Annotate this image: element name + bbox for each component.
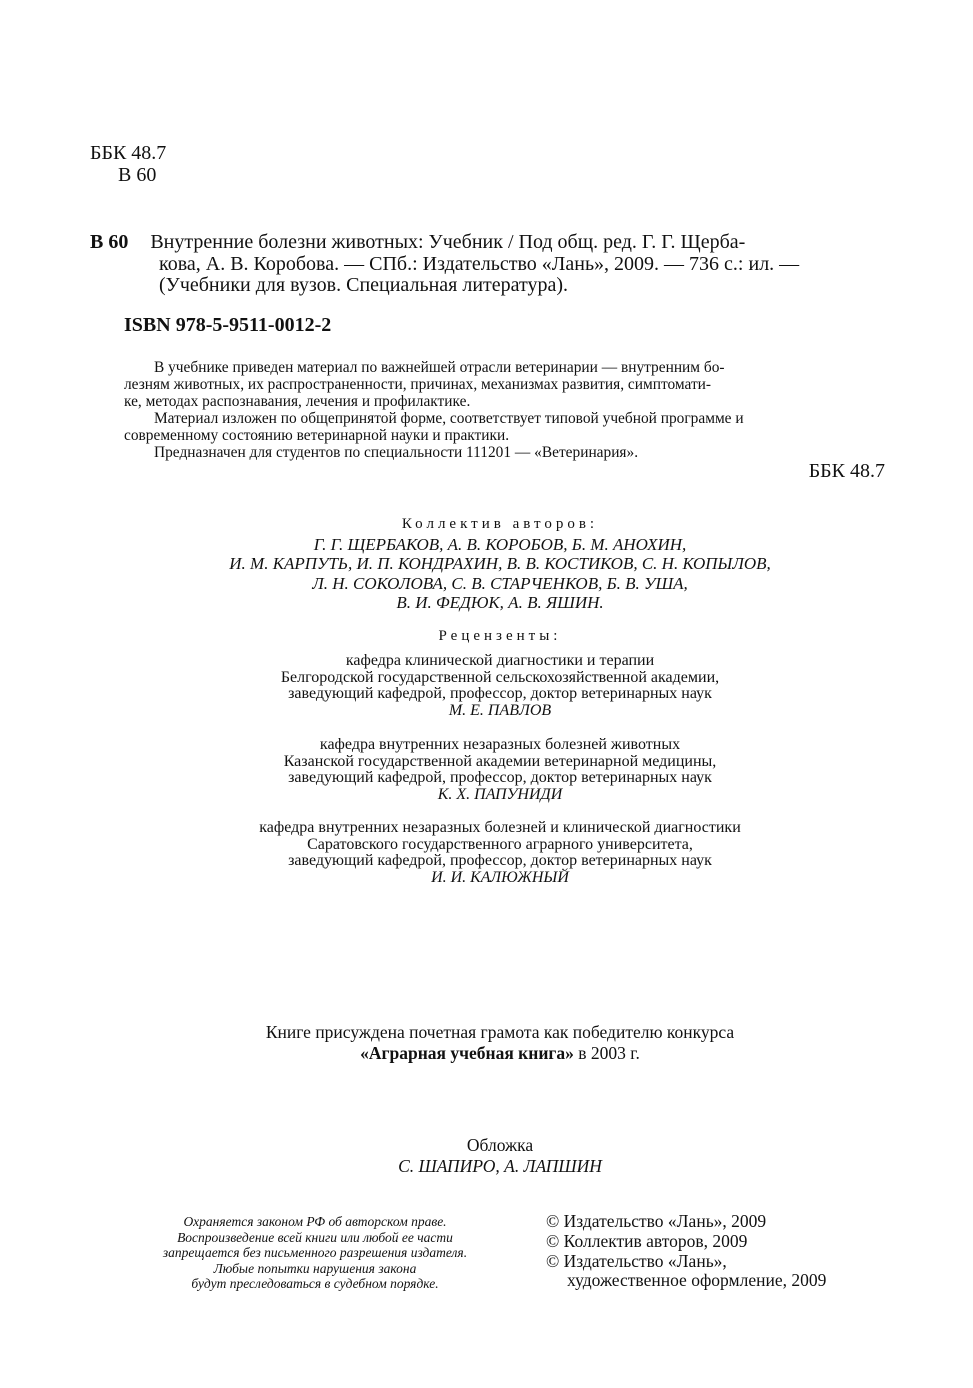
- cover-label: Обложка: [466, 1135, 534, 1155]
- isbn: ISBN 978-5-9511-0012-2: [124, 314, 332, 336]
- bibliographic-record: [90, 232, 890, 297]
- authors-title: Коллектив авторов:: [401, 516, 599, 532]
- award-line-1: Книге присуждена почетная грамота как победителю конкурса: [265, 1022, 735, 1042]
- biblio-line-1: [90, 232, 890, 254]
- copyright-line: © Издательство «Лань», 2009: [546, 1211, 767, 1231]
- authors-line: И. М. КАРПУТЬ, И. П. КОНДРАХИН, В. В. КОСТИКОВ, С. Н. КОПЫЛОВ,: [229, 554, 771, 573]
- bbk-classification-right: ББК 48.7: [808, 460, 885, 482]
- legal-line: Воспроизведение всей книги или любой ее части: [177, 1229, 453, 1245]
- annotation-line: Предназначен для студентов по специальности 111201 — «Ветеринария».: [154, 444, 639, 461]
- reviewer-institution: Белгородской государственной сельскохозяйственной академии,: [280, 668, 720, 686]
- authors-block: [0, 515, 973, 613]
- reviewer-entry: [0, 737, 973, 803]
- award-note: [0, 1022, 973, 1064]
- reviewer-entry: [0, 653, 973, 719]
- annotation-line: лезням животных, их распространенности, причинах, механизмах развития, симптомати-: [124, 376, 712, 393]
- legal-notice: [120, 1214, 510, 1292]
- biblio-line-3: (Учебники для вузов. Специальная литература).: [159, 274, 569, 296]
- legal-line: Охраняется законом РФ об авторском праве.: [183, 1214, 447, 1229]
- annotation-line: современному состоянию ветеринарной науки и практики.: [124, 427, 510, 444]
- reviewer-entry: [0, 820, 973, 886]
- reviewer-name: И. И. КАЛЮЖНЫЙ: [431, 868, 569, 886]
- reviewer-name: М. Е. ПАВЛОВ: [448, 701, 552, 719]
- reviewer-position: заведующий кафедрой, профессор, доктор ветеринарных наук: [288, 852, 712, 869]
- biblio-text-1: Внутренние болезни животных: Учебник / Под общ. ред. Г. Г. Щерба-: [150, 231, 746, 253]
- annotation-line: Материал изложен по общепринятой форме, соответствует типовой учебной программе и: [154, 410, 744, 427]
- cover-designers: С. ШАПИРО, А. ЛАПШИН: [398, 1156, 602, 1176]
- biblio-code: В 60: [90, 231, 129, 253]
- bbk-code: ББК 48.7: [90, 142, 167, 164]
- reviewer-position: заведующий кафедрой, профессор, доктор ветеринарных наук: [288, 769, 712, 786]
- legal-line: Любые попытки нарушения закона: [213, 1260, 417, 1276]
- cover-credits: [0, 1135, 973, 1177]
- legal-line: будут преследоваться в судебном порядке.: [191, 1276, 439, 1292]
- annotation-line: В учебнике приведен материал по важнейшей отрасли ветеринарии — внутренним бо-: [154, 359, 725, 376]
- bbk-classification-top: [90, 142, 166, 186]
- reviewers-title: Рецензенты:: [438, 628, 562, 644]
- authors-line: Л. Н. СОКОЛОВА, С. В. СТАРЧЕНКОВ, Б. В. УША,: [312, 573, 688, 593]
- author-mark: В 60: [118, 164, 157, 186]
- biblio-line-2: кова, А. В. Коробова. — СПб.: Издательство «Лань», 2009. — 736 с.: ил. —: [159, 252, 800, 275]
- reviewer-department: кафедра внутренних незаразных болезней животных: [319, 736, 681, 753]
- annotation: [124, 359, 886, 461]
- copyright-line: © Коллектив авторов, 2009: [546, 1230, 748, 1251]
- reviewer-position: заведующий кафедрой, профессор, доктор ветеринарных наук: [288, 685, 712, 702]
- authors-line: Г. Г. ЩЕРБАКОВ, А. В. КОРОБОВ, Б. М. АНОХИН,: [313, 534, 687, 554]
- reviewer-department: кафедра клинической диагностики и терапии: [345, 652, 655, 669]
- authors-line: В. И. ФЕДЮК, А. В. ЯШИН.: [396, 593, 604, 612]
- annotation-line: ке, методах распознавания, лечения и профилактике.: [124, 393, 471, 410]
- reviewer-institution: Казанской государственной академии ветеринарной медицины,: [283, 752, 717, 770]
- legal-line: запрещается без письменного разрешения издателя.: [162, 1245, 468, 1261]
- reviewer-institution: Саратовского государственного аграрного университета,: [307, 835, 693, 853]
- award-line-2: [0, 1043, 973, 1064]
- copyright-block: [546, 1212, 826, 1291]
- award-contest-name: «Аграрная учебная книга»: [360, 1043, 574, 1063]
- copyright-line: © Издательство «Лань»,: [546, 1250, 727, 1271]
- copyright-line: художественное оформление, 2009: [567, 1270, 827, 1291]
- reviewer-name: К. Х. ПАПУНИДИ: [437, 785, 563, 803]
- award-year: в 2003 г.: [573, 1043, 640, 1063]
- reviewer-department: кафедра внутренних незаразных болезней и клинической диагностики: [259, 819, 741, 836]
